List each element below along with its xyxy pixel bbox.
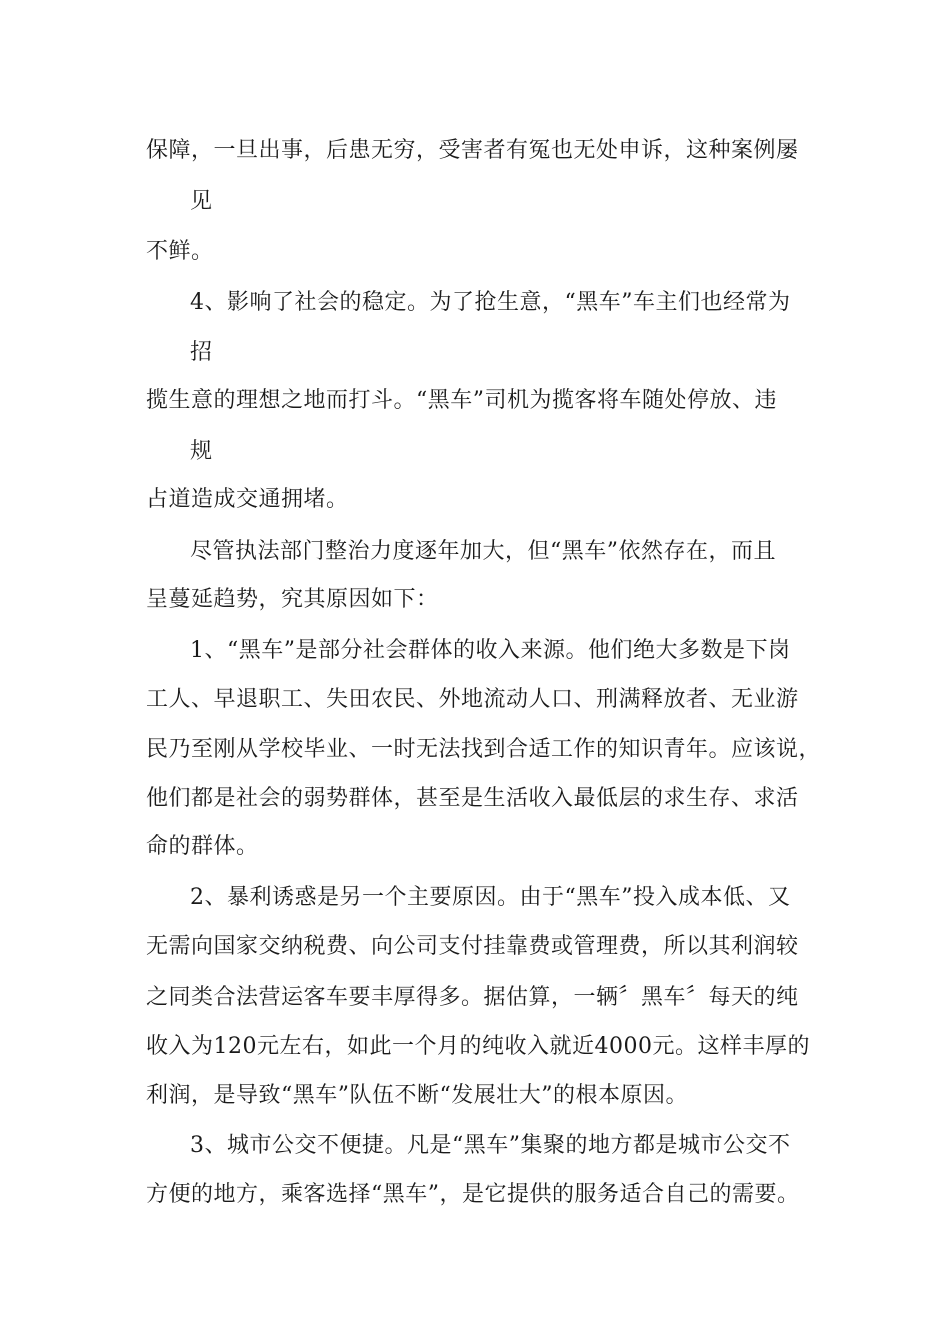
text-line: 之同类合法营运客车要丰厚得多。据估算，一辆〞黑车〞每天的纯 [146, 985, 799, 1010]
text-line: 揽生意的理想之地而打斗。“黑车”司机为揽客将车随处停放、违 [146, 388, 777, 413]
text-line: 尽管执法部门整治力度逐年加大，但“黑车”依然存在，而且 [190, 539, 776, 564]
text-line: 见 [190, 189, 213, 214]
text-line: 3、城市公交不便捷。凡是“黑车”集聚的地方都是城市公交不 [190, 1133, 791, 1158]
text-line: 不鲜。 [146, 239, 214, 264]
text-line: 命的群体。 [146, 834, 259, 859]
text-line: 工人、早退职工、失田农民、外地流动人口、刑满释放者、无业游 [146, 687, 799, 712]
text-line: 呈蔓延趋势，究其原因如下： [146, 587, 439, 612]
text-line: 保障，一旦出事，后患无穷，受害者有冤也无处申诉，这种案例屡 [146, 138, 799, 163]
text-line: 2、暴利诱惑是另一个主要原因。由于“黑车”投入成本低、又 [190, 885, 791, 910]
text-line: 他们都是社会的弱势群体，甚至是生活收入最低层的求生存、求活 [146, 786, 799, 811]
text-line: 无需向国家交纳税费、向公司支付挂靠费或管理费，所以其利润较 [146, 934, 799, 959]
text-line: 利润，是导致“黑车”队伍不断“发展壮大”的根本原因。 [146, 1083, 688, 1108]
text-line: 1、“黑车”是部分社会群体的收入来源。他们绝大多数是下岗 [190, 638, 791, 663]
text-line: 方便的地方，乘客选择“黑车”，是它提供的服务适合自己的需要。 [146, 1182, 800, 1207]
text-line: 收入为120元左右，如此一个月的纯收入就近4000元。这样丰厚的 [146, 1034, 810, 1059]
text-line: 4、影响了社会的稳定。为了抢生意，“黑车”车主们也经常为 [190, 290, 791, 315]
text-line: 招 [190, 340, 213, 365]
text-line: 规 [190, 439, 213, 464]
text-line: 占道造成交通拥堵。 [146, 487, 349, 512]
text-line: 民乃至刚从学校毕业、一时无法找到合适工作的知识青年。应该说， [146, 737, 822, 762]
